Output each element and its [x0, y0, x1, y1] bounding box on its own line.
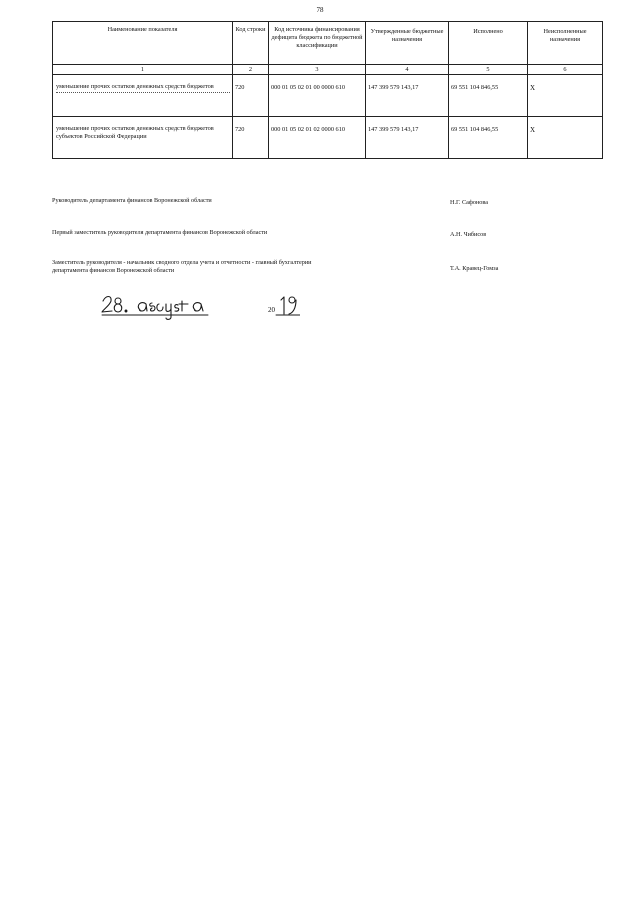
row-code: 720 — [233, 117, 269, 159]
column-number: 3 — [269, 65, 366, 75]
row-name: уменьшение прочих остатков денежных средств бюджетов субъектов Российской Федерации — [53, 117, 233, 159]
signature-name: А.Н. Чибисов — [450, 231, 487, 238]
row-name: уменьшение прочих остатков денежных средств бюджетов — [56, 83, 214, 90]
column-header-approved: Утвержденные бюджетные назначения — [366, 22, 449, 65]
column-number: 5 — [449, 65, 528, 75]
table-row — [53, 75, 603, 117]
table-row — [53, 117, 603, 159]
table-header-row — [53, 22, 603, 65]
row-unexecuted: X — [528, 75, 603, 117]
row-approved: 147 399 579 143,17 — [366, 75, 449, 117]
column-header-unexecuted: Неисполненные назначения — [528, 22, 603, 65]
signature-position: Заместитель руководителя - начальник сводного отдела учета и отчетности - главный бухгалтерии департамента финансов Воронежской области — [52, 259, 312, 275]
row-source-code: 000 01 05 02 01 02 0000 610 — [269, 117, 366, 159]
row-executed: 69 551 104 846,55 — [449, 117, 528, 159]
column-number: 4 — [366, 65, 449, 75]
column-header-name: Наименование показателя — [53, 22, 233, 65]
signature-name: Н.Г. Сафонова — [450, 199, 488, 206]
column-number: 1 — [53, 65, 233, 75]
row-code: 720 — [233, 75, 269, 117]
column-number: 6 — [528, 65, 603, 75]
row-unexecuted: X — [528, 117, 603, 159]
column-header-executed: Исполнено — [449, 22, 528, 65]
column-header-code: Код строки — [233, 22, 269, 65]
row-approved: 147 399 579 143,17 — [366, 117, 449, 159]
row-executed: 69 551 104 846,55 — [449, 75, 528, 117]
column-number-row — [53, 65, 603, 75]
date-year-prefix: 20 — [268, 306, 275, 314]
column-header-source-code: Код источника финансирования дефицита бюджета по бюджетной классификации — [269, 22, 366, 65]
signature-name: Т.А. Кравец-Гомза — [450, 265, 499, 272]
signature-position: Руководитель департамента финансов Воронежской области — [52, 197, 212, 204]
divider — [56, 92, 230, 93]
report-table — [52, 21, 603, 159]
row-source-code: 000 01 05 02 01 00 0000 610 — [269, 75, 366, 117]
row-name-cell — [53, 75, 233, 117]
signature-position: Первый заместитель руководителя департамента финансов Воронежской области — [52, 229, 268, 236]
page-number: 78 — [316, 6, 324, 14]
column-number: 2 — [233, 65, 269, 75]
